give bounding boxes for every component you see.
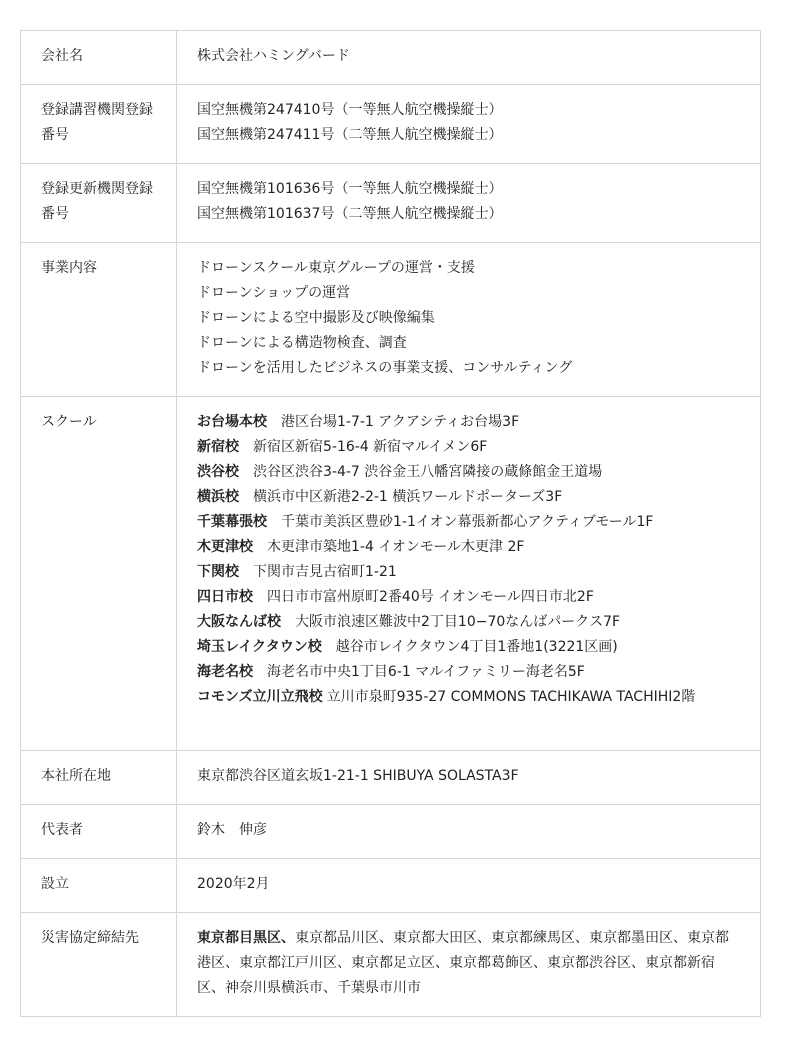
label-representative: 代表者 bbox=[21, 805, 177, 859]
school-name: コモンズ立川立飛校 bbox=[197, 689, 323, 705]
value-company: 株式会社ハミングバード bbox=[177, 31, 761, 85]
school-item bbox=[197, 410, 740, 435]
row-headquarters bbox=[21, 751, 761, 805]
renewal-line: 国空無機第101636号（一等無人航空機操縦士） bbox=[197, 181, 503, 197]
school-name: 木更津校 bbox=[197, 539, 253, 555]
row-schools bbox=[21, 397, 761, 751]
row-business bbox=[21, 243, 761, 397]
school-address: 港区台場1-7-1 アクアシティお台場3F bbox=[281, 414, 520, 430]
value-registration bbox=[177, 85, 761, 164]
school-address: 渋谷区渋谷3-4-7 渋谷金王八幡宮隣接の蔵條館金王道場 bbox=[253, 464, 603, 480]
business-line: ドローンを活用したビジネスの事業支援、コンサルティング bbox=[197, 360, 573, 376]
value-schools bbox=[177, 397, 761, 751]
row-renewal bbox=[21, 164, 761, 243]
school-name: お台場本校 bbox=[197, 414, 267, 430]
school-address: 大阪市浪速区難波中2丁目10−70なんばパークス7F bbox=[295, 614, 621, 630]
school-address: 四日市市富州原町2番40号 イオンモール四日市北2F bbox=[267, 589, 594, 605]
school-name: 新宿校 bbox=[197, 439, 239, 455]
business-line: ドローンによる空中撮影及び映像編集 bbox=[197, 310, 435, 326]
disaster-rest: 東京都品川区、東京都大田区、東京都練馬区、東京都墨田区、東京都港区、東京都江戸川区、東京都足立区、東京都葛飾区、東京都渋谷区、東京都新宿区、神奈川県横浜市、千葉県市川市 bbox=[197, 930, 729, 996]
school-item bbox=[197, 535, 740, 560]
school-item bbox=[197, 485, 740, 510]
value-business bbox=[177, 243, 761, 397]
row-representative bbox=[21, 805, 761, 859]
school-name: 下関校 bbox=[197, 564, 239, 580]
row-disaster bbox=[21, 913, 761, 1017]
school-item bbox=[197, 460, 740, 485]
school-item bbox=[197, 660, 740, 685]
business-line: ドローンスクール東京グループの運営・支援 bbox=[197, 260, 475, 276]
school-name: 四日市校 bbox=[197, 589, 253, 605]
school-name: 埼玉レイクタウン校 bbox=[197, 639, 322, 655]
school-address: 横浜市中区新港2-2-1 横浜ワールドポーターズ3F bbox=[253, 489, 563, 505]
label-schools: スクール bbox=[21, 397, 177, 751]
label-company: 会社名 bbox=[21, 31, 177, 85]
label-disaster: 災害協定締結先 bbox=[21, 913, 177, 1017]
school-address: 千葉市美浜区豊砂1-1イオン幕張新都心アクティブモール1F bbox=[281, 514, 654, 530]
school-item bbox=[197, 585, 740, 610]
school-address: 新宿区新宿5-16-4 新宿マルイメン6F bbox=[253, 439, 488, 455]
business-line: ドローンショップの運営 bbox=[197, 285, 351, 301]
value-headquarters: 東京都渋谷区道玄坂1-21-1 SHIBUYA SOLASTA3F bbox=[177, 751, 761, 805]
school-item bbox=[197, 510, 740, 535]
label-business: 事業内容 bbox=[21, 243, 177, 397]
school-name: 海老名校 bbox=[197, 664, 253, 680]
registration-line: 国空無機第247410号（一等無人航空機操縦士） bbox=[197, 102, 503, 118]
renewal-line: 国空無機第101637号（二等無人航空機操縦士） bbox=[197, 206, 503, 222]
label-renewal: 登録更新機関登録番号 bbox=[21, 164, 177, 243]
school-address: 下関市吉見古宿町1-21 bbox=[253, 564, 397, 580]
registration-line: 国空無機第247411号（二等無人航空機操縦士） bbox=[197, 127, 503, 143]
row-company bbox=[21, 31, 761, 85]
school-address: 海老名市中央1丁目6-1 マルイファミリー海老名5F bbox=[267, 664, 585, 680]
value-renewal bbox=[177, 164, 761, 243]
school-item bbox=[197, 560, 740, 585]
school-item bbox=[197, 610, 740, 635]
school-item bbox=[197, 685, 740, 710]
row-established bbox=[21, 859, 761, 913]
business-line: ドローンによる構造物検査、調査 bbox=[197, 335, 407, 351]
school-item bbox=[197, 435, 740, 460]
school-name: 千葉幕張校 bbox=[197, 514, 267, 530]
label-registration: 登録講習機関登録番号 bbox=[21, 85, 177, 164]
label-headquarters: 本社所在地 bbox=[21, 751, 177, 805]
value-representative: 鈴木 伸彦 bbox=[177, 805, 761, 859]
school-name: 大阪なんば校 bbox=[197, 614, 281, 630]
school-address: 立川市泉町935-27 COMMONS TACHIKAWA TACHIHI2階 bbox=[326, 689, 696, 705]
school-address: 越谷市レイクタウン4丁目1番地1(3221区画) bbox=[335, 639, 618, 655]
label-established: 設立 bbox=[21, 859, 177, 913]
value-established: 2020年2月 bbox=[177, 859, 761, 913]
disaster-highlight: 東京都目黒区、 bbox=[197, 930, 295, 946]
company-info-table bbox=[20, 30, 761, 1017]
school-name: 渋谷校 bbox=[197, 464, 239, 480]
school-item bbox=[197, 635, 740, 660]
row-registration bbox=[21, 85, 761, 164]
school-address: 木更津市築地1-4 イオンモール木更津 2F bbox=[267, 539, 525, 555]
school-name: 横浜校 bbox=[197, 489, 239, 505]
value-disaster bbox=[177, 913, 761, 1017]
